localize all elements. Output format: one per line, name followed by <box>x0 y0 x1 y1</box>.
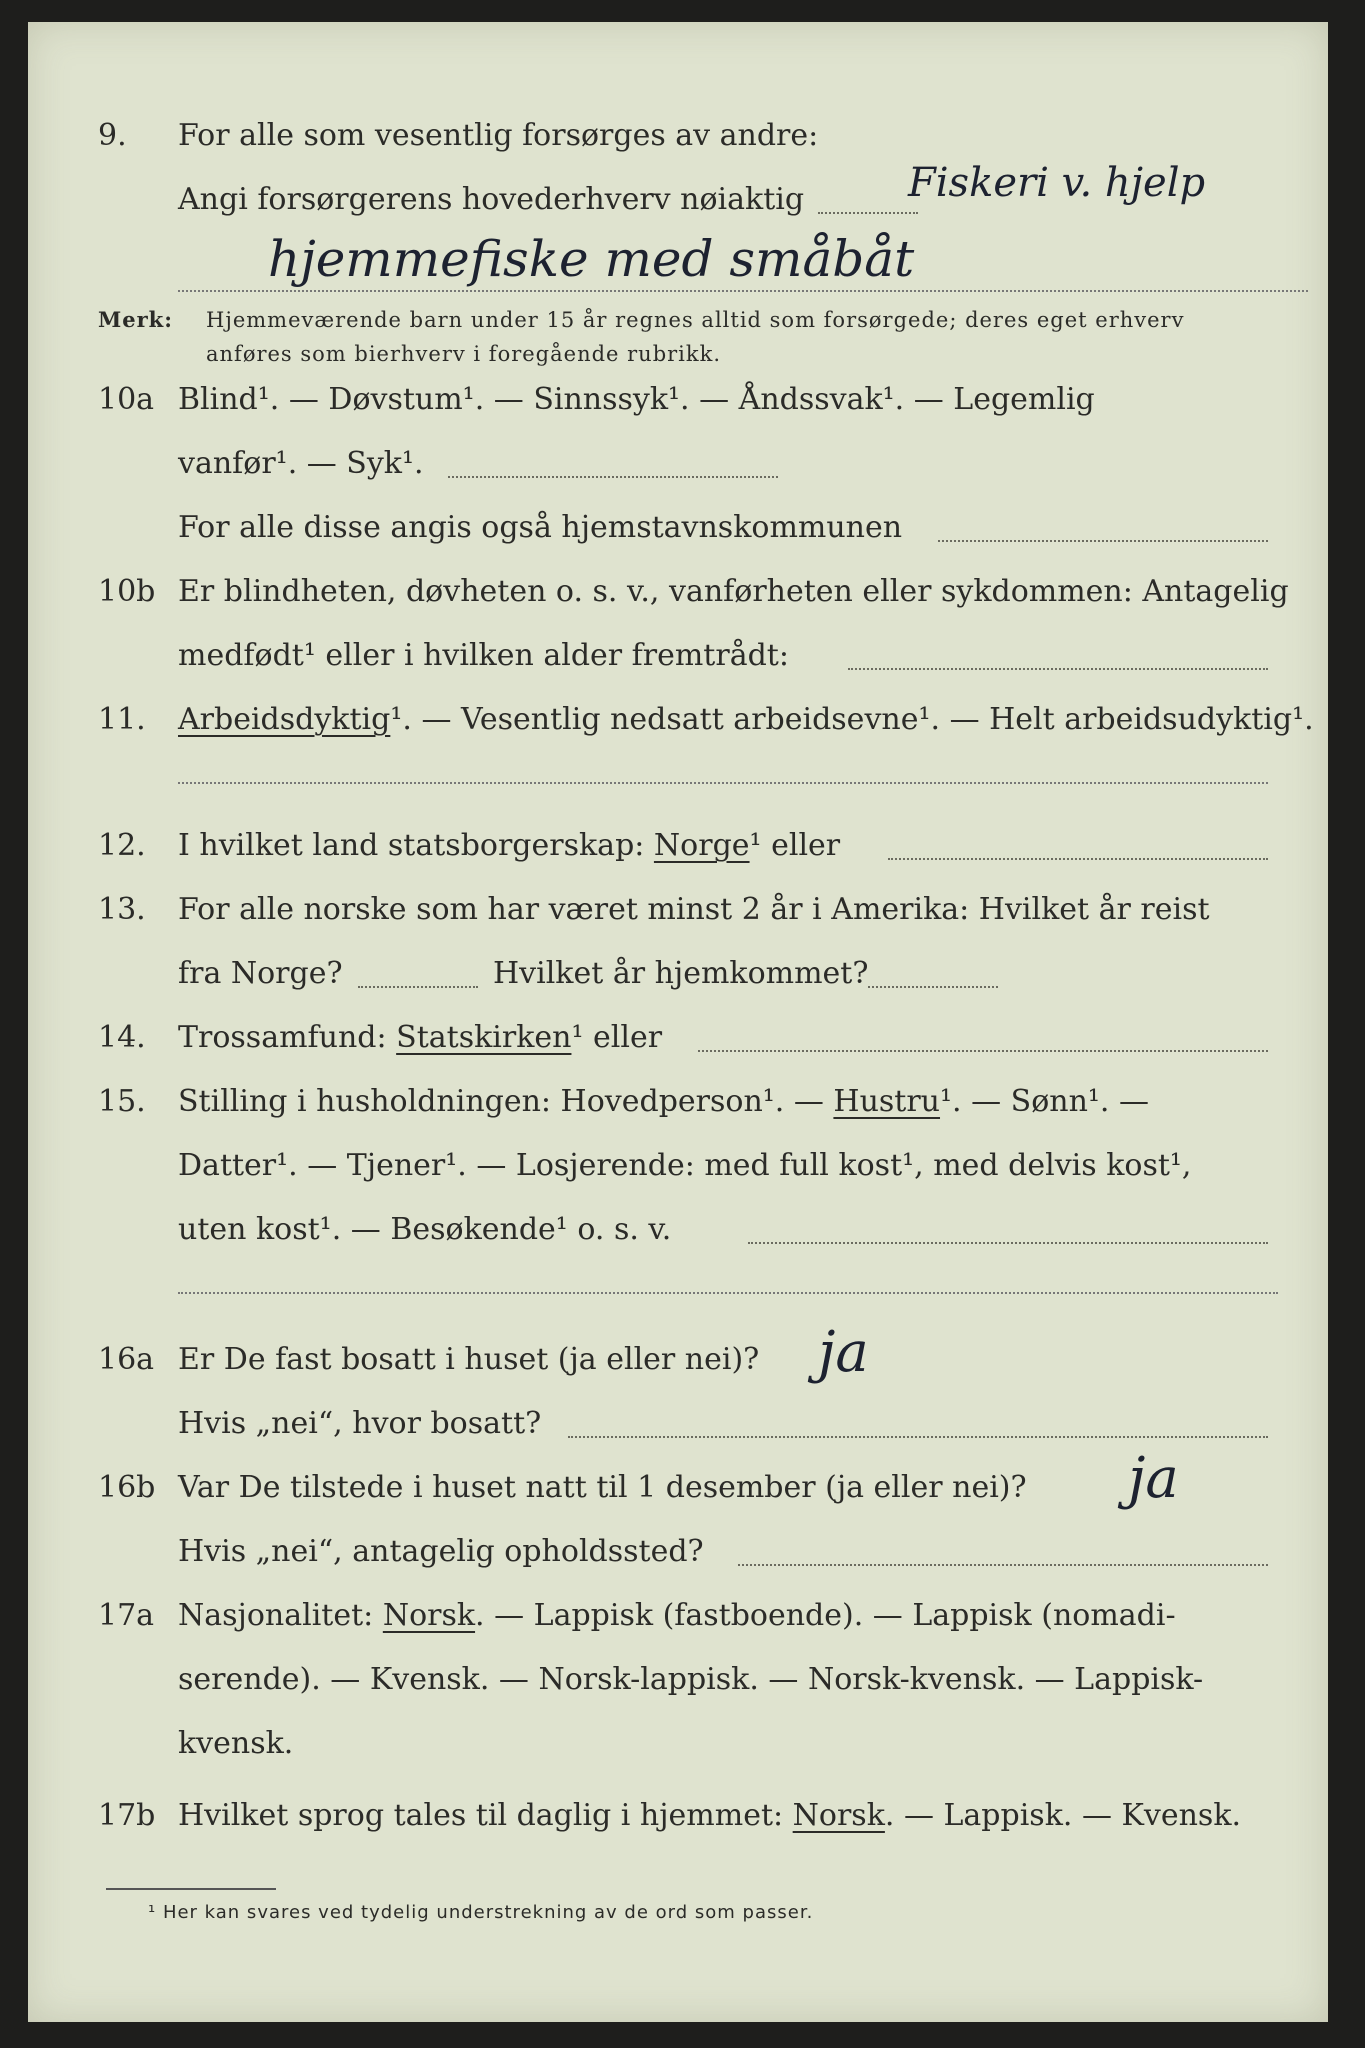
q9-text1: For alle som vesentlig forsørges av andre: <box>178 118 819 153</box>
q15-text3: uten kost¹. — Besøkende¹ o. s. v. <box>178 1212 672 1247</box>
q10b-text2: medfødt¹ eller i hvilken alder fremtrådt: <box>178 638 789 673</box>
q12-number: 12. <box>98 828 146 863</box>
q17b-line <box>28 1794 1328 1838</box>
q11-selected-option: Arbeidsdyktig <box>178 702 391 737</box>
merk-text1: Hjemmeværende barn under 15 år regnes alltid som forsørgede; deres eget erhverv <box>206 308 1185 332</box>
merk-line2 <box>28 332 1328 376</box>
q10b-fill <box>848 668 1268 670</box>
q16b-line2 <box>28 1530 1328 1574</box>
q16b-answer-hand: ja <box>1128 1446 1179 1511</box>
q10a-line1 <box>28 378 1328 422</box>
q13-text2b: Hvilket år hjemkommet? <box>493 956 869 991</box>
q16a-text2: Hvis „nei“, hvor bosatt? <box>178 1406 542 1441</box>
q16a-answer-hand: ja <box>818 1320 869 1385</box>
q11-number: 11. <box>98 702 146 737</box>
q11-rest: ¹. — Vesentlig nedsatt arbeidsevne¹. — Helt arbeidsudyktig¹. <box>390 702 1314 737</box>
q15-selected-option: Hustru <box>833 1084 941 1119</box>
q14-text <box>178 1016 662 1060</box>
q17a-line1 <box>28 1594 1328 1638</box>
q16b-fill <box>738 1564 1268 1566</box>
q10a-line3 <box>28 506 1328 550</box>
q16b-text1: Var De tilstede i huset natt til 1 desember (ja eller nei)? <box>178 1470 1027 1505</box>
q9-answer-hand1: Fiskeri v. hjelp <box>908 160 1206 206</box>
q17b-number: 17b <box>98 1798 156 1833</box>
q17b-pre: Hvilket sprog tales til daglig i hjemmet: <box>178 1798 793 1833</box>
merk-label: Merk: <box>98 307 173 332</box>
q13-line2 <box>28 952 1328 996</box>
q15-line3 <box>28 1208 1328 1252</box>
census-form-page <box>28 22 1328 2022</box>
q13-text2a: fra Norge? <box>178 956 343 991</box>
merk-text2: anføres som bierhverv i foregående rubrikk. <box>206 342 722 366</box>
q16a-text1: Er De fast bosatt i huset (ja eller nei)? <box>178 1342 760 1377</box>
q16b-number: 16b <box>98 1470 156 1505</box>
q9-number: 9. <box>98 118 127 153</box>
q16a-line1 <box>28 1338 1328 1382</box>
q11-text <box>178 698 1314 742</box>
q10a-text2: vanfør¹. — Syk¹. <box>178 446 424 481</box>
q12-post: ¹ eller <box>749 828 841 863</box>
q10b-line1 <box>28 570 1328 614</box>
q17b-selected-option: Norsk <box>792 1798 885 1833</box>
q17b-post: . — Lappisk. — Kvensk. <box>884 1798 1242 1833</box>
q12-fill <box>888 858 1268 860</box>
q17b-text <box>178 1794 1241 1838</box>
q16a-line2 <box>28 1402 1328 1446</box>
q9-line1 <box>28 114 1328 158</box>
q10a-fill2 <box>938 540 1268 542</box>
q11-line <box>28 698 1328 742</box>
q10a-text1: Blind¹. — Døvstum¹. — Sinnssyk¹. — Åndssvak¹. — Legemlig <box>178 382 1095 417</box>
q13-text1: For alle norske som har været minst 2 år i Amerika: Hvilket år reist <box>178 892 1210 927</box>
q15-text2: Datter¹. — Tjener¹. — Losjerende: med full kost¹, med delvis kost¹, <box>178 1148 1192 1183</box>
q13-line1 <box>28 888 1328 932</box>
q12-text <box>178 824 840 868</box>
q10a-line2 <box>28 442 1328 486</box>
q15-l1b: ¹. — Sønn¹. — <box>940 1084 1150 1119</box>
footnote: ¹ Her kan svares ved tydelig understrekning av de ord som passer. <box>148 1902 814 1923</box>
q17a-line2 <box>28 1658 1328 1702</box>
q14-fill <box>698 1050 1268 1052</box>
q16a-number: 16a <box>98 1342 155 1377</box>
q17a-line3 <box>28 1722 1328 1766</box>
q17a-text3: kvensk. <box>178 1726 294 1761</box>
q11-rule <box>178 782 1268 784</box>
q9-answer-rule <box>178 290 1308 292</box>
q16b-text2: Hvis „nei“, antagelig opholdssted? <box>178 1534 704 1569</box>
q15-line2 <box>28 1144 1328 1188</box>
q10a-number: 10a <box>98 382 155 417</box>
q14-pre: Trossamfund: <box>178 1020 397 1055</box>
q14-post: ¹ eller <box>571 1020 663 1055</box>
q17a-text1 <box>178 1594 1176 1638</box>
q14-number: 14. <box>98 1020 146 1055</box>
q10b-text1: Er blindheten, døvheten o. s. v., vanførheten eller sykdommen: Antagelig <box>178 574 1289 609</box>
q17a-l1a: Nasjonalitet: <box>178 1598 383 1633</box>
q13-fill2 <box>868 986 998 988</box>
q10a-text3: For alle disse angis også hjemstavnskommunen <box>178 510 903 545</box>
q9-answer-hand2: hjemmefiske med småbåt <box>268 230 915 288</box>
q15-number: 15. <box>98 1084 146 1119</box>
q12-selected-option: Norge <box>653 828 750 863</box>
q15-fill <box>748 1242 1268 1244</box>
q15-line1 <box>28 1080 1328 1124</box>
q16a-fill <box>568 1436 1268 1438</box>
q10a-fill1 <box>448 476 778 478</box>
q17a-number: 17a <box>98 1598 155 1633</box>
q17a-selected-option: Norsk <box>382 1598 476 1633</box>
q12-pre: I hvilket land statsborgerskap: <box>178 828 654 863</box>
footnote-rule <box>106 1888 276 1890</box>
q17a-l1b: . — Lappisk (fastboende). — Lappisk (nomadi- <box>475 1598 1176 1633</box>
q9-text2: Angi forsørgerens hovederhverv nøiaktig <box>178 182 805 217</box>
q15-l1a: Stilling i husholdningen: Hovedperson¹. — <box>178 1084 834 1119</box>
q12-line <box>28 824 1328 868</box>
q13-number: 13. <box>98 892 146 927</box>
q15-text1 <box>178 1080 1149 1124</box>
q10b-line2 <box>28 634 1328 678</box>
q9-fill <box>818 212 918 214</box>
q14-line <box>28 1016 1328 1060</box>
q17a-text2: serende). — Kvensk. — Norsk-lappisk. — Norsk-kvensk. — Lappisk- <box>178 1662 1204 1697</box>
q10b-number: 10b <box>98 574 156 609</box>
q15-rule <box>178 1292 1278 1294</box>
q14-selected-option: Statskirken <box>396 1020 572 1055</box>
q13-fill1 <box>358 986 478 988</box>
